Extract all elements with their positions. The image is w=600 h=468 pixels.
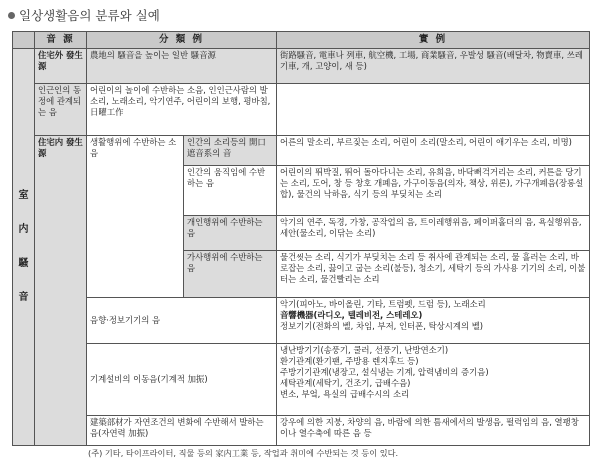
sub-voice-examples: 어른의 말소리, 부르짖는 소리, 어린이 소리(말소리, 어린이 애기우는 소리, 비명) — [277, 136, 590, 166]
sub-voice-label: 인간의 소리등의 開口遮音系의 音 — [184, 136, 277, 166]
sub-house-examples: 물건씻는 소리, 식기가 부딪치는 소리 등 취사에 관계되는 소리, 물 흘러는 소리, 바로잡는 소리, 끓이고 굽는 소리(불등), 청소기, 세탁기 등의 가사용 기기의 소리, 이불터는 소리, 물건빨리는 소리 — [277, 251, 590, 298]
header-examples: 實 例 — [277, 32, 590, 49]
row-people — [13, 84, 590, 136]
row-av — [13, 298, 590, 344]
row-building — [13, 416, 590, 446]
av-example-3: 정보기기(전화의 벨, 차임, 부저, 인터폰, 탁상시계의 벨) — [280, 320, 484, 331]
outdoor-examples: 街路騷音, 電車나 列車, 航空機, 工場, 商業騷音, 우발성 騷音(배달차, 物賣車, 쓰레기車, 개, 고양이, 새 등) — [277, 49, 590, 84]
mech-examples — [277, 344, 590, 416]
title-text: 일상생활음의 분류와 실예 — [19, 8, 160, 23]
building-category: 建築部材가 자연조건의 변화에 수반해서 발하는 음(자연력 加振) — [87, 416, 277, 446]
av-category: 음향·정보기기의 음 — [87, 298, 277, 344]
side-label — [13, 49, 35, 446]
row-outdoor — [13, 49, 590, 84]
side-char-1: 室 — [18, 190, 29, 201]
row-voice — [13, 136, 590, 166]
av-example-1: 악기(피아노, 바이올린, 기타, 트럼펫, 드럼 등), 노래소리 — [280, 299, 486, 309]
sub-personal-label: 개인행위에 수반하는 음 — [184, 216, 277, 251]
av-example-2: 音響機器(라디오, 텔레비전, 스테레오) — [280, 309, 423, 320]
sub-house-label: 가사행위에 수반하는 음 — [184, 251, 277, 298]
outdoor-category: 農地의 騷音을 높이는 일반 騷音源 — [87, 49, 277, 84]
header-category: 分 類 例 — [87, 32, 277, 49]
building-examples: 강우에 의한 지붕, 차양의 음, 바람에 의한 틈새에서의 발생음, 펄럭임의 음, 열팽창이나 열수축에 따른 음 등 — [277, 416, 590, 446]
life-category: 생활행위에 수반하는 소음 — [87, 136, 184, 298]
mech-example-3: 주방기기관계(냉장고, 설식냉는 기계, 압력냄비의 증기음) — [280, 366, 489, 377]
classification-table — [12, 31, 590, 446]
footnote: (주) 기타, 타이프라이터, 직물 등의 家内工業 등, 작업과 취미에 수반되는 것 등이 있다. — [88, 448, 399, 458]
mech-example-4: 세탁관계(세탁기, 건조기, 급배수음) — [280, 377, 411, 388]
header-row — [13, 32, 590, 49]
outdoor-source: 住宅外 發生源 — [35, 49, 87, 84]
mech-example-1: 냉난방기기(송풍기, 쿨러, 선풍기, 난방연소기) — [280, 345, 449, 355]
mech-example-5: 변소, 부엌, 욕실의 급배수시의 소리 — [280, 388, 410, 399]
document-title — [8, 6, 160, 24]
sub-personal-examples: 악기의 연주, 독경, 가창, 공작업의 음, 트이레행위음, 페이퍼홀더의 음, 욕실행위음, 세안(물소리, 이닦는 소리) — [277, 216, 590, 251]
row-mech — [13, 344, 590, 416]
side-char-4: 音 — [18, 292, 29, 303]
indoor-source: 住宅内 發生源 — [35, 136, 87, 446]
header-corner — [13, 32, 35, 49]
header-source: 音 源 — [35, 32, 87, 49]
av-examples — [277, 298, 590, 344]
mech-category: 기계설비의 이동음(기계적 加振) — [87, 344, 277, 416]
people-examples — [277, 84, 590, 136]
side-char-3: 騷 — [18, 258, 29, 269]
sub-move-label: 인간의 움직임에 수반하는 음 — [184, 166, 277, 216]
mech-example-2: 환기관계(환기팬, 주방용 렌지후드 등) — [280, 355, 419, 366]
sub-move-examples: 어린이의 뛰박질, 뛰어 돌아다니는 소리, 유희음, 바닥뻐걱거리는 소리, 커튼을 당기는 소리, 도어, 창 등 창호 개폐음, 가구이동음(의자, 책상, 위론), 가구개폐음(장롱설합), 물건의 낙하음, 식기 등의 부딪치는 소리 — [277, 166, 590, 216]
side-char-2: 内 — [18, 224, 29, 235]
people-category: 어린이의 놀이에 수반하는 소음, 인인근사람의 발소리, 노래소리, 악기연주, 어린이의 보행, 평바침, 日曜工作 — [87, 84, 277, 136]
people-source: 인근인의 동정에 관계되는 음 — [35, 84, 87, 136]
bullet-icon — [8, 12, 15, 19]
